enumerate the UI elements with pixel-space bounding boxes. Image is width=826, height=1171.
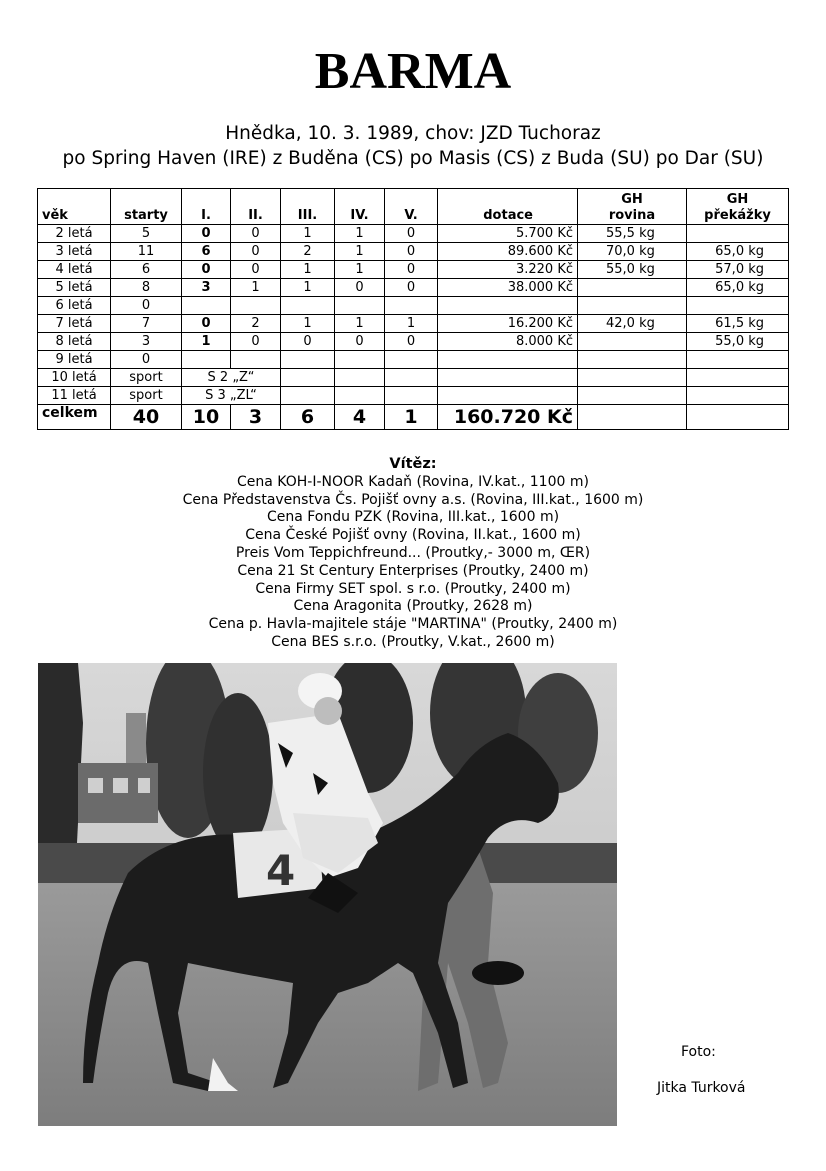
page-title: BARMA [314,43,512,100]
pedigree: po Spring Haven (IRE) z Buděna (CS) po Masis (CS) z Buda (SU) po Dar (SU) [62,148,764,169]
table-cell: 55,0 kg [687,333,789,351]
table-cell [687,225,789,243]
table-cell: 38.000 Kč [438,279,578,297]
table-cell: 3.220 Kč [438,261,578,279]
total-cell: 160.720 Kč [438,405,578,430]
table-cell: 5 [111,225,182,243]
table-cell: 6 letá [38,297,111,315]
table-cell [687,351,789,369]
winners-section [0,456,826,652]
table-cell: 16.200 Kč [438,315,578,333]
table-cell [335,369,385,387]
table-cell: 6 [111,261,182,279]
table-cell [231,351,281,369]
table-cell: 55,5 kg [578,225,687,243]
table-cell: sport [111,387,182,405]
table-row [38,225,789,243]
table-cell: 6 [182,243,231,261]
total-cell [687,405,789,430]
table-cell: 65,0 kg [687,243,789,261]
winner-race: Cena Představenstva Čs. Pojišť ovny a.s. (Rovina, III.kat., 1600 m) [182,491,644,508]
table-cell: 1 [281,279,335,297]
winner-race: Cena 21 St Century Enterprises (Proutky, 2400 m) [237,562,589,579]
table-cell: 0 [281,333,335,351]
table-cell: 3 [111,333,182,351]
table-cell [578,387,687,405]
table-cell: 70,0 kg [578,243,687,261]
header-cell: II. [231,189,281,225]
header-cell: dotace [438,189,578,225]
table-cell: 0 [231,261,281,279]
total-cell: 4 [335,405,385,430]
table-row [38,279,789,297]
header-cell: I. [182,189,231,225]
table-cell: 0 [385,243,438,261]
table-cell: S 3 „ZL“ [182,387,281,405]
table-cell: 89.600 Kč [438,243,578,261]
table-cell [687,297,789,315]
photo-credit-name: Jitka Turková [657,1080,746,1096]
table-cell: 0 [111,297,182,315]
table-cell: 1 [335,243,385,261]
table-cell [578,351,687,369]
saddle-number: 4 [266,846,296,895]
table-cell: 3 letá [38,243,111,261]
table-cell [182,351,231,369]
total-cell: 6 [281,405,335,430]
table-cell [281,351,335,369]
table-cell: sport [111,369,182,387]
table-cell [578,333,687,351]
table-cell: 0 [231,225,281,243]
table-cell: 0 [385,279,438,297]
table-cell: 0 [111,351,182,369]
table-cell: 1 [385,315,438,333]
total-cell: 1 [385,405,438,430]
header-cell: V. [385,189,438,225]
horse-photo-image [38,663,617,1126]
table-cell: 5.700 Kč [438,225,578,243]
table-row [38,261,789,279]
table-cell: 10 letá [38,369,111,387]
table-cell [281,387,335,405]
table-cell: 42,0 kg [578,315,687,333]
table-cell: 0 [182,261,231,279]
table-cell [438,297,578,315]
total-cell: 40 [111,405,182,430]
table-row [38,333,789,351]
table-cell [438,387,578,405]
header-cell: III. [281,189,335,225]
table-cell: 4 letá [38,261,111,279]
header-cell: GH rovina [578,189,687,225]
table-cell [578,297,687,315]
table-cell [335,297,385,315]
table-cell: 0 [231,333,281,351]
table-cell: 8 letá [38,333,111,351]
horse-info: Hnědka, 10. 3. 1989, chov: JZD Tuchoraz [225,123,601,144]
total-cell [578,405,687,430]
table-cell [687,369,789,387]
table-cell: 0 [182,315,231,333]
photo-credit-label: Foto: [681,1044,716,1060]
table-cell: 3 [182,279,231,297]
table-cell: 1 [335,225,385,243]
table-cell: 7 letá [38,315,111,333]
table-cell: 1 [335,261,385,279]
table-cell: 65,0 kg [687,279,789,297]
table-cell: 11 letá [38,387,111,405]
race-stats-table [37,188,789,430]
table-row [38,243,789,261]
header-cell: věk [38,189,111,225]
table-cell [231,297,281,315]
total-row [38,405,789,430]
table-cell [385,387,438,405]
table-cell: 0 [385,333,438,351]
table-row [38,315,789,333]
header-cell: starty [111,189,182,225]
table-cell: 1 [281,261,335,279]
table-cell: 1 [231,279,281,297]
table-cell [182,297,231,315]
total-cell: 3 [231,405,281,430]
table-cell: 1 [281,315,335,333]
table-cell: 1 [335,315,385,333]
table-cell: 2 [281,243,335,261]
total-cell: 10 [182,405,231,430]
table-cell [281,369,335,387]
table-cell [578,369,687,387]
table-row [38,351,789,369]
table-header-row [38,189,789,225]
table-cell [335,387,385,405]
table-cell: 0 [335,333,385,351]
winner-race: Cena BES s.r.o. (Proutky, V.kat., 2600 m) [271,633,555,650]
table-cell: 55,0 kg [578,261,687,279]
table-cell [438,351,578,369]
table-cell [335,351,385,369]
winners-heading: Vítěz: [389,456,437,472]
table-cell: 0 [385,261,438,279]
table-row [38,369,789,387]
winner-race: Preis Vom Teppichfreund... (Proutky,- 3000 m, ŒR) [235,544,591,561]
table-cell: 0 [182,225,231,243]
table-cell [438,369,578,387]
table-cell: 1 [281,225,335,243]
table-cell [281,297,335,315]
table-cell [578,279,687,297]
table-cell: 1 [182,333,231,351]
table-cell: 5 letá [38,279,111,297]
header-cell: IV. [335,189,385,225]
winner-race: Cena Aragonita (Proutky, 2628 m) [293,598,533,615]
header-cell: GH překážky [687,189,789,225]
table-cell: 11 [111,243,182,261]
table-cell: 7 [111,315,182,333]
winner-race: Cena Fondu PZK (Rovina, III.kat., 1600 m) [266,509,560,526]
winner-race: Cena České Pojišť ovny (Rovina, II.kat., 1600 m) [245,527,581,544]
table-row [38,297,789,315]
table-row [38,387,789,405]
table-cell: 57,0 kg [687,261,789,279]
winner-race: Cena Firmy SET spol. s r.o. (Proutky, 2400 m) [255,580,571,597]
table-cell: 61,5 kg [687,315,789,333]
table-cell: 0 [385,225,438,243]
winner-race: Cena p. Havla-majitele stáje "MARTINA" (Proutky, 2400 m) [208,616,618,633]
table-cell [385,297,438,315]
table-cell: 2 [231,315,281,333]
table-cell: 8 [111,279,182,297]
table-cell: 8.000 Kč [438,333,578,351]
table-cell [385,369,438,387]
table-cell: 2 letá [38,225,111,243]
table-cell [687,387,789,405]
table-cell: S 2 „Z“ [182,369,281,387]
total-label: celkem [38,405,111,430]
table-cell: 0 [335,279,385,297]
table-cell: 9 letá [38,351,111,369]
horse-photo [38,663,617,1126]
winner-race: Cena KOH-I-NOOR Kadaň (Rovina, IV.kat., 1100 m) [237,473,589,490]
table-cell [385,351,438,369]
table-cell: 0 [231,243,281,261]
